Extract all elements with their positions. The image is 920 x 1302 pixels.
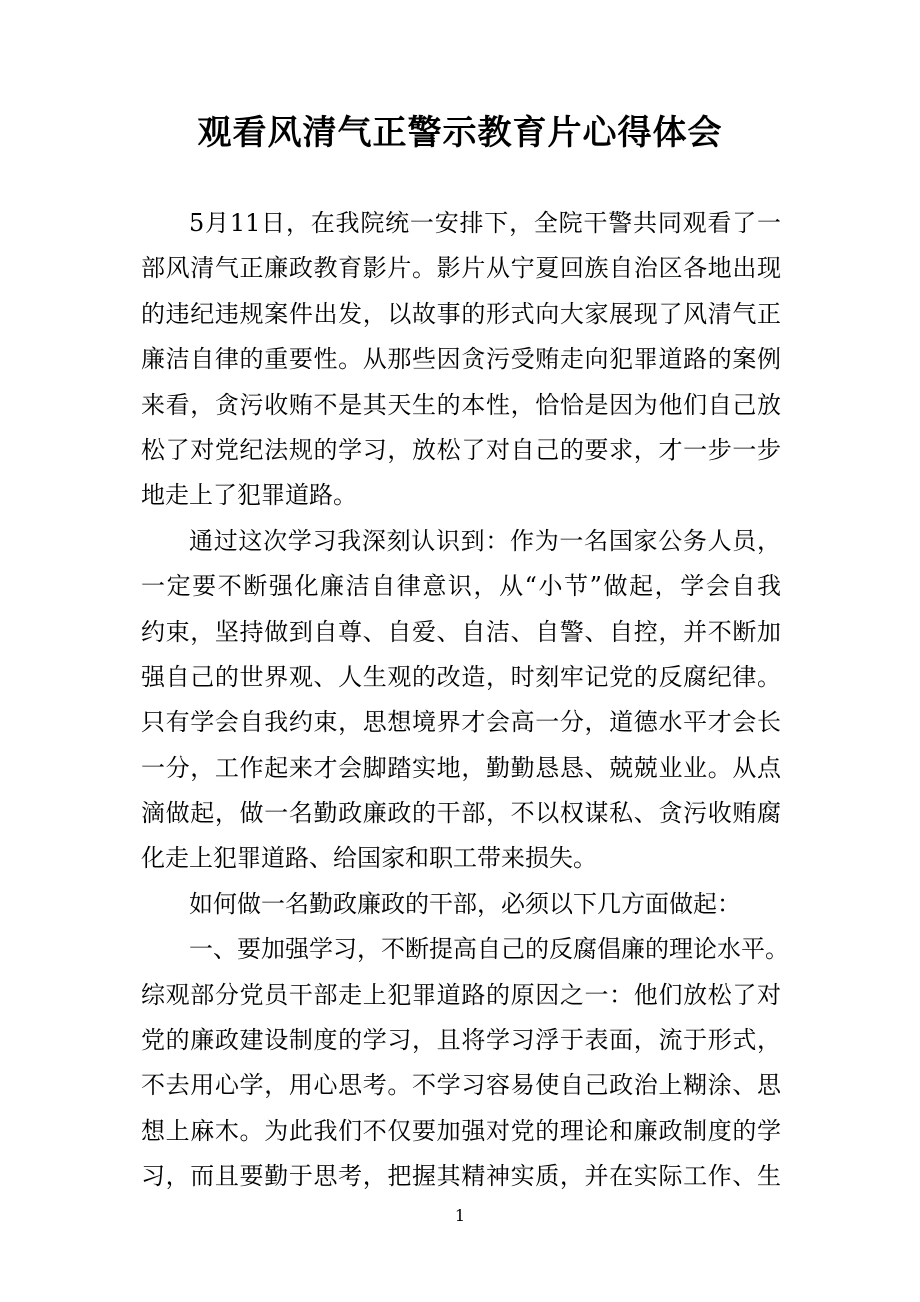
paragraph-line: 综观部分党员干部走上犯罪道路的原因之一：他们放松了对 bbox=[141, 980, 781, 1009]
document-title: 观看风清气正警示教育片心得体会 bbox=[197, 113, 723, 153]
page-number: 1 bbox=[454, 1206, 466, 1225]
paragraph-line: 如何做一名勤政廉政的干部，必须以下几方面做起： bbox=[189, 889, 741, 918]
paragraph-line: 强自己的世界观、人生观的改造，时刻牢记党的反腐纪律。 bbox=[141, 662, 781, 691]
paragraph-line: 想上麻木。为此我们不仅要加强对党的理论和廉政制度的学 bbox=[141, 1116, 781, 1145]
paragraph-line: 党的廉政建设制度的学习，且将学习浮于表面，流于形式， bbox=[141, 1026, 781, 1055]
paragraph-line: 化走上犯罪道路、给国家和职工带来损失。 bbox=[141, 844, 597, 873]
paragraph-line: 廉洁自律的重要性。从那些因贪污受贿走向犯罪道路的案例 bbox=[141, 345, 781, 374]
paragraph-line: 一分，工作起来才会脚踏实地，勤勤恳恳、兢兢业业。从点 bbox=[141, 753, 781, 782]
paragraph-line: 部风清气正廉政教育影片。影片从宁夏回族自治区各地出现 bbox=[141, 254, 781, 283]
paragraph-line: 不去用心学，用心思考。不学习容易使自己政治上糊涂、思 bbox=[141, 1071, 781, 1100]
paragraph-line: 通过这次学习我深刻认识到：作为一名国家公务人员， bbox=[189, 526, 781, 555]
paragraph-line: 习，而且要勤于思考，把握其精神实质，并在实际工作、生 bbox=[141, 1162, 781, 1191]
paragraph-line: 一、要加强学习，不断提高自己的反腐倡廉的理论水平。 bbox=[189, 935, 789, 964]
paragraph-line: 只有学会自我约束，思想境界才会高一分，道德水平才会长 bbox=[141, 708, 781, 737]
paragraph-line: 的违纪违规案件出发，以故事的形式向大家展现了风清气正 bbox=[141, 299, 781, 328]
paragraph-line: 滴做起，做一名勤政廉政的干部，不以权谋私、贪污收贿腐 bbox=[141, 799, 781, 828]
paragraph-line: 约束，坚持做到自尊、自爱、自洁、自警、自控，并不断加 bbox=[141, 617, 781, 646]
paragraph-line: 5月11日，在我院统一安排下，全院干警共同观看了一 bbox=[189, 209, 781, 237]
document-body bbox=[141, 201, 789, 1200]
paragraph-line: 来看，贪污收贿不是其天生的本性，恰恰是因为他们自己放 bbox=[141, 390, 781, 419]
paragraph-line: 地走上了犯罪道路。 bbox=[141, 481, 357, 510]
paragraph-line: 一定要不断强化廉洁自律意识，从“小节”做起，学会自我 bbox=[141, 572, 781, 601]
paragraph-line: 松了对党纪法规的学习，放松了对自己的要求，才一步一步 bbox=[141, 435, 781, 464]
